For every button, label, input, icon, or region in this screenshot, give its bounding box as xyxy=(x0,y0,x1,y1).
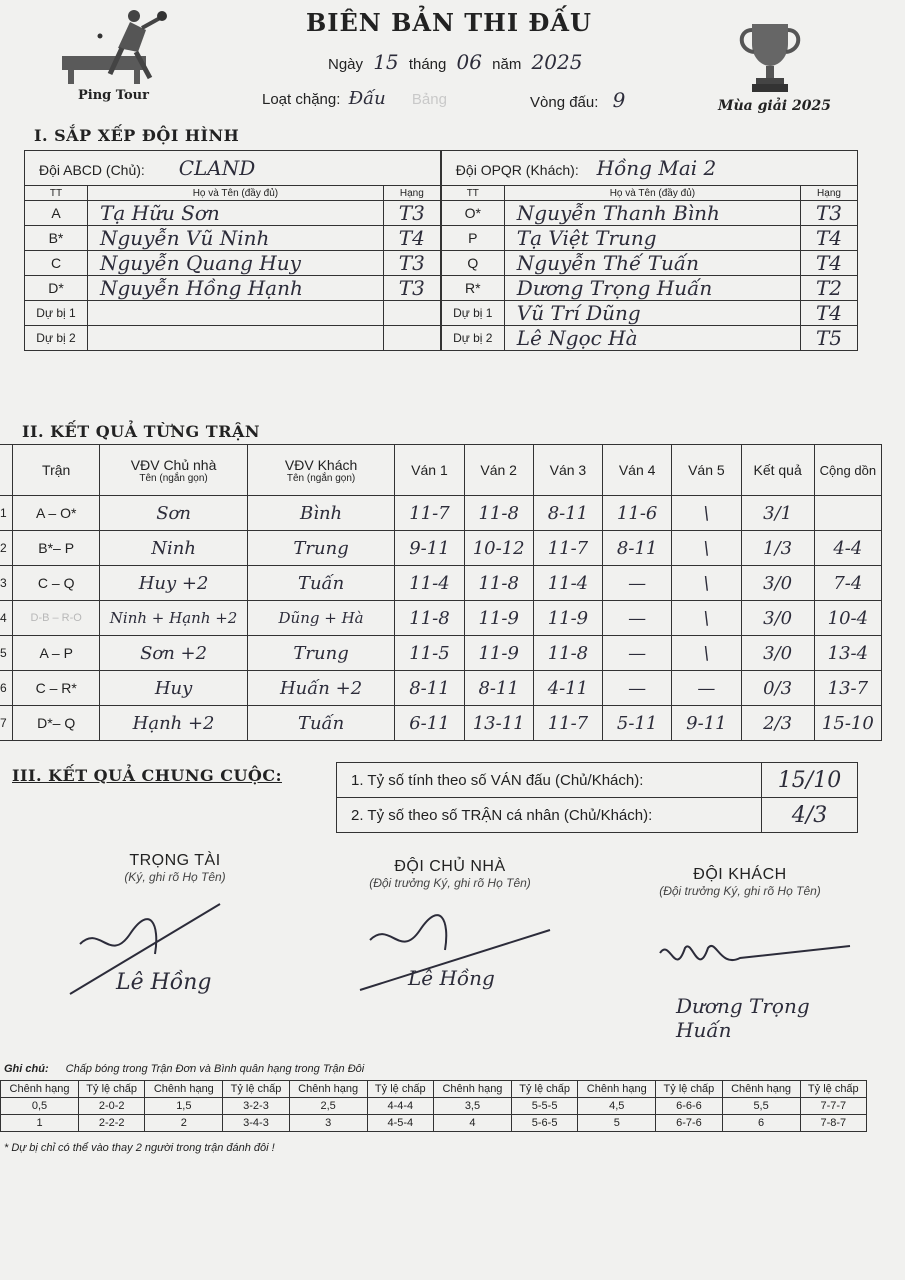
table-tennis-player-icon xyxy=(60,8,170,88)
home-rank: T3 xyxy=(383,276,441,301)
col-diff: Chênh hạng xyxy=(578,1081,656,1098)
trophy-icon xyxy=(730,18,810,98)
game-2-score: 11-8 xyxy=(464,566,533,601)
game-4-score: 11-6 xyxy=(603,496,672,531)
away-team-label: Đội OPQR (Khách): xyxy=(455,162,579,178)
home-player: Huy xyxy=(100,671,248,706)
home-rank: T4 xyxy=(383,226,441,251)
match-row xyxy=(0,636,882,671)
col-game-2: Ván 2 xyxy=(464,445,533,496)
col-away xyxy=(247,445,395,496)
away-col-tt: TT xyxy=(441,186,505,201)
match-row xyxy=(0,496,882,531)
match-pair: A – P xyxy=(13,636,100,671)
away-tt: Q xyxy=(441,251,505,276)
home-tt: A xyxy=(25,201,88,226)
series-value: Đấu xyxy=(348,88,386,109)
game-3-score: 11-7 xyxy=(533,706,602,741)
home-tt: C xyxy=(25,251,88,276)
home-player: Huy +2 xyxy=(100,566,248,601)
match-cumulative: 7-4 xyxy=(814,566,881,601)
year-value: 2025 xyxy=(531,50,583,74)
match-cumulative xyxy=(814,496,881,531)
footnote: * Dự bị chỉ có thể vào thay 2 người trong trận đánh đôi ! xyxy=(4,1142,275,1154)
games-ratio-value: 15/10 xyxy=(762,763,858,798)
home-team-sign-block xyxy=(330,858,570,1035)
game-1-score: 11-4 xyxy=(395,566,464,601)
year-label: năm xyxy=(492,56,522,73)
away-name: Nguyễn Thế Tuấn xyxy=(504,251,800,276)
away-player: Trung xyxy=(247,531,395,566)
handicap-row xyxy=(1,1115,867,1132)
col-diff: Chênh hạng xyxy=(289,1081,367,1098)
away-rank: T4 xyxy=(801,251,858,276)
diff-value: 1,5 xyxy=(145,1098,223,1115)
match-pair: D-B – R-O xyxy=(13,601,100,636)
col-home-sub: Tên (ngắn gọn) xyxy=(139,472,208,484)
col-ratio: Tỷ lệ chấp xyxy=(79,1081,145,1098)
lineup-row xyxy=(25,201,858,226)
col-ratio: Tỷ lệ chấp xyxy=(511,1081,577,1098)
col-diff: Chênh hạng xyxy=(433,1081,511,1098)
match-result: 3/0 xyxy=(741,566,814,601)
match-row xyxy=(0,566,882,601)
away-rank: T4 xyxy=(801,226,858,251)
game-2-score: 10-12 xyxy=(464,531,533,566)
series-label: Loạt chặng: xyxy=(262,91,341,108)
day-value: 15 xyxy=(373,50,399,74)
game-3-score: 8-11 xyxy=(533,496,602,531)
series-line xyxy=(262,88,447,109)
home-tt: Dự bị 1 xyxy=(25,301,88,326)
away-player: Trung xyxy=(247,636,395,671)
ratio-value: 5-5-5 xyxy=(511,1098,577,1115)
game-2-score: 13-11 xyxy=(464,706,533,741)
home-name: Tạ Hữu Sơn xyxy=(88,201,384,226)
away-tt: Dự bị 1 xyxy=(441,301,505,326)
col-cumulative: Cộng dồn xyxy=(814,445,881,496)
section-1-title: I. SẮP XẾP ĐỘI HÌNH xyxy=(34,126,240,145)
game-2-score: 11-9 xyxy=(464,636,533,671)
away-rank: T5 xyxy=(801,326,858,351)
notes-label: Ghi chú: xyxy=(4,1063,49,1075)
game-3-score: 4-11 xyxy=(533,671,602,706)
notes-text: Chấp bóng trong Trận Đơn và Bình quân hạng trong Trận Đôi xyxy=(65,1063,365,1075)
match-row xyxy=(0,671,882,706)
ratio-value: 5-6-5 xyxy=(511,1115,577,1132)
ratio-value: 3-2-3 xyxy=(223,1098,289,1115)
away-name: Lê Ngọc Hà xyxy=(504,326,800,351)
home-name: Nguyễn Quang Huy xyxy=(88,251,384,276)
match-no: 3 xyxy=(0,566,13,601)
referee-signature xyxy=(60,884,290,1024)
col-game-5: Ván 5 xyxy=(672,445,741,496)
home-team-label: Đội ABCD (Chủ): xyxy=(39,162,145,178)
diff-value: 3,5 xyxy=(433,1098,511,1115)
col-diff: Chênh hạng xyxy=(145,1081,223,1098)
away-name: Vũ Trí Dũng xyxy=(504,301,800,326)
game-4-score: 5-11 xyxy=(603,706,672,741)
results-table xyxy=(0,444,882,741)
lineup-row xyxy=(25,251,858,276)
col-away-sub: Tên (ngắn gọn) xyxy=(286,472,356,484)
diff-value: 6 xyxy=(722,1115,800,1132)
diff-value: 3 xyxy=(289,1115,367,1132)
game-3-score: 11-7 xyxy=(533,531,602,566)
ratio-value: 4-5-4 xyxy=(367,1115,433,1132)
diff-value: 5 xyxy=(578,1115,656,1132)
game-3-score: 11-8 xyxy=(533,636,602,671)
game-2-score: 8-11 xyxy=(464,671,533,706)
away-tt: R* xyxy=(441,276,505,301)
match-pair: C – R* xyxy=(13,671,100,706)
game-5-score: \ xyxy=(672,636,741,671)
game-5-score: \ xyxy=(672,566,741,601)
game-1-score: 6-11 xyxy=(395,706,464,741)
diff-value: 1 xyxy=(1,1115,79,1132)
season-label: Mùa giải 2025 xyxy=(718,98,831,114)
away-sign-name: Dương Trọng Huấn xyxy=(676,994,810,1042)
game-3-score: 11-4 xyxy=(533,566,602,601)
referee-title: TRỌNG TÀI xyxy=(129,852,221,869)
col-game-1: Ván 1 xyxy=(395,445,464,496)
lineup-row xyxy=(25,301,858,326)
home-tt: D* xyxy=(25,276,88,301)
games-ratio-label: 1. Tỷ số tính theo số VÁN đấu (Chủ/Khách): xyxy=(337,763,762,798)
diff-value: 5,5 xyxy=(722,1098,800,1115)
away-player: Huấn +2 xyxy=(247,671,395,706)
home-name xyxy=(88,301,384,326)
away-name: Nguyễn Thanh Bình xyxy=(504,201,800,226)
game-1-score: 11-8 xyxy=(395,601,464,636)
home-player: Ninh xyxy=(100,531,248,566)
ratio-value: 4-4-4 xyxy=(367,1098,433,1115)
col-match: Trận xyxy=(13,445,100,496)
ratio-value: 2-0-2 xyxy=(79,1098,145,1115)
away-sign-title: ĐỘI KHÁCH xyxy=(693,866,787,883)
brand-name: Ping Tour xyxy=(78,88,149,103)
away-tt: P xyxy=(441,226,505,251)
away-rank: T4 xyxy=(801,301,858,326)
match-cumulative: 15-10 xyxy=(814,706,881,741)
away-player: Tuấn xyxy=(247,706,395,741)
away-sign-subtitle: (Đội trưởng Ký, ghi rõ Họ Tên) xyxy=(659,884,821,898)
game-1-score: 8-11 xyxy=(395,671,464,706)
match-no: 7 xyxy=(0,706,13,741)
match-cumulative: 13-7 xyxy=(814,671,881,706)
handicap-table xyxy=(0,1080,867,1132)
away-name: Tạ Việt Trung xyxy=(504,226,800,251)
diff-value: 0,5 xyxy=(1,1098,79,1115)
home-rank: T3 xyxy=(383,251,441,276)
diff-value: 2,5 xyxy=(289,1098,367,1115)
game-4-score: — xyxy=(603,601,672,636)
game-1-score: 11-7 xyxy=(395,496,464,531)
match-no: 2 xyxy=(0,531,13,566)
diff-value: 2 xyxy=(145,1115,223,1132)
away-col-name: Họ và Tên (đầy đủ) xyxy=(504,186,800,201)
away-tt: Dự bị 2 xyxy=(441,326,505,351)
ratio-value: 7-8-7 xyxy=(800,1115,866,1132)
game-1-score: 9-11 xyxy=(395,531,464,566)
home-player: Sơn +2 xyxy=(100,636,248,671)
round-label: Vòng đấu: xyxy=(530,94,599,111)
home-sign-title: ĐỘI CHỦ NHÀ xyxy=(394,858,506,875)
away-player: Tuấn xyxy=(247,566,395,601)
overall-result-table xyxy=(336,762,858,833)
match-result: 3/1 xyxy=(741,496,814,531)
col-diff: Chênh hạng xyxy=(1,1081,79,1098)
away-tt: O* xyxy=(441,201,505,226)
home-col-tt: TT xyxy=(25,186,88,201)
home-name: Nguyễn Vũ Ninh xyxy=(88,226,384,251)
game-5-score: \ xyxy=(672,601,741,636)
away-col-rank: Hạng xyxy=(801,186,858,201)
section-2-title: II. KẾT QUẢ TỪNG TRẬN xyxy=(22,422,261,441)
lineup-row xyxy=(25,276,858,301)
col-result: Kết quả xyxy=(741,445,814,496)
home-name xyxy=(88,326,384,351)
match-pair: B*– P xyxy=(13,531,100,566)
ratio-value: 3-4-3 xyxy=(223,1115,289,1132)
match-no: 4 xyxy=(0,601,13,636)
day-label: Ngày xyxy=(328,56,364,73)
match-no: 6 xyxy=(0,671,13,706)
match-result: 0/3 xyxy=(741,671,814,706)
match-cumulative: 4-4 xyxy=(814,531,881,566)
ratio-value: 7-7-7 xyxy=(800,1098,866,1115)
game-4-score: — xyxy=(603,671,672,706)
col-away-label: VĐV Khách xyxy=(284,456,358,473)
match-cumulative: 10-4 xyxy=(814,601,881,636)
home-name: Nguyễn Hồng Hạnh xyxy=(88,276,384,301)
home-tt: B* xyxy=(25,226,88,251)
game-4-score: — xyxy=(603,636,672,671)
diff-value: 4 xyxy=(433,1115,511,1132)
game-3-score: 11-9 xyxy=(533,601,602,636)
game-5-score: 9-11 xyxy=(672,706,741,741)
home-team-value: CLAND xyxy=(178,156,256,180)
col-ratio: Tỷ lệ chấp xyxy=(367,1081,433,1098)
home-col-name: Họ và Tên (đầy đủ) xyxy=(88,186,384,201)
home-sign-subtitle: (Đội trưởng Ký, ghi rõ Họ Tên) xyxy=(369,876,531,890)
lineup-row xyxy=(25,326,858,351)
home-player: Hạnh +2 xyxy=(100,706,248,741)
home-player: Sơn xyxy=(100,496,248,531)
col-game-3: Ván 3 xyxy=(533,445,602,496)
lineup-table xyxy=(24,150,858,351)
match-pair: D*– Q xyxy=(13,706,100,741)
match-pair: A – O* xyxy=(13,496,100,531)
page-title: BIÊN BẢN THI ĐẤU xyxy=(306,8,592,37)
home-player: Ninh + Hạnh +2 xyxy=(100,601,248,636)
col-home-label: VĐV Chủ nhà xyxy=(130,456,217,473)
game-5-score: — xyxy=(672,671,741,706)
home-rank xyxy=(383,301,441,326)
col-ratio: Tỷ lệ chấp xyxy=(656,1081,722,1098)
col-ratio: Tỷ lệ chấp xyxy=(800,1081,866,1098)
date-line xyxy=(328,50,588,74)
game-4-score: — xyxy=(603,566,672,601)
away-rank: T3 xyxy=(801,201,858,226)
matches-ratio-value: 4/3 xyxy=(762,798,858,833)
col-game-4: Ván 4 xyxy=(603,445,672,496)
referee-block xyxy=(60,852,290,1029)
game-2-score: 11-9 xyxy=(464,601,533,636)
match-row xyxy=(0,601,882,636)
ratio-value: 2-2-2 xyxy=(79,1115,145,1132)
match-cumulative: 13-4 xyxy=(814,636,881,671)
col-home xyxy=(100,445,248,496)
handicap-row xyxy=(1,1098,867,1115)
match-result: 1/3 xyxy=(741,531,814,566)
home-col-rank: Hạng xyxy=(383,186,441,201)
referee-name: Lê Hồng xyxy=(116,970,212,995)
away-team-value: Hồng Mai 2 xyxy=(596,156,717,180)
match-row xyxy=(0,706,882,741)
away-team-sign-block xyxy=(620,866,860,1063)
home-rank xyxy=(383,326,441,351)
home-rank: T3 xyxy=(383,201,441,226)
matches-ratio-label: 2. Tỷ số theo số TRẬN cá nhân (Chủ/Khách): xyxy=(337,798,762,833)
ping-tour-logo xyxy=(60,8,170,103)
home-sign-name: Lê Hồng xyxy=(408,966,495,990)
match-result: 2/3 xyxy=(741,706,814,741)
notes-caption xyxy=(4,1063,364,1075)
home-team-header xyxy=(25,151,441,186)
home-team-signature xyxy=(330,890,570,1030)
lineup-row xyxy=(25,226,858,251)
match-no: 1 xyxy=(0,496,13,531)
game-1-score: 11-5 xyxy=(395,636,464,671)
col-ratio: Tỷ lệ chấp xyxy=(223,1081,289,1098)
match-no: 5 xyxy=(0,636,13,671)
game-5-score: \ xyxy=(672,496,741,531)
away-player: Dũng + Hà xyxy=(247,601,395,636)
round-line xyxy=(530,88,625,112)
home-tt: Dự bị 2 xyxy=(25,326,88,351)
away-team-header xyxy=(441,151,858,186)
referee-subtitle: (Ký, ghi rõ Họ Tên) xyxy=(124,870,226,884)
match-pair: C – Q xyxy=(13,566,100,601)
game-5-score: \ xyxy=(672,531,741,566)
match-result: 3/0 xyxy=(741,636,814,671)
month-value: 06 xyxy=(456,50,482,74)
match-result: 3/0 xyxy=(741,601,814,636)
diff-value: 4,5 xyxy=(578,1098,656,1115)
away-rank: T2 xyxy=(801,276,858,301)
series-faded: Bảng xyxy=(411,91,447,108)
col-diff: Chênh hạng xyxy=(722,1081,800,1098)
game-4-score: 8-11 xyxy=(603,531,672,566)
ratio-value: 6-6-6 xyxy=(656,1098,722,1115)
game-2-score: 11-8 xyxy=(464,496,533,531)
section-3-title: III. KẾT QUẢ CHUNG CUỘC: xyxy=(12,766,282,785)
ratio-value: 6-7-6 xyxy=(656,1115,722,1132)
away-name: Dương Trọng Huấn xyxy=(504,276,800,301)
month-label: tháng xyxy=(408,56,447,73)
match-row xyxy=(0,531,882,566)
away-player: Bình xyxy=(247,496,395,531)
round-value: 9 xyxy=(612,88,626,112)
